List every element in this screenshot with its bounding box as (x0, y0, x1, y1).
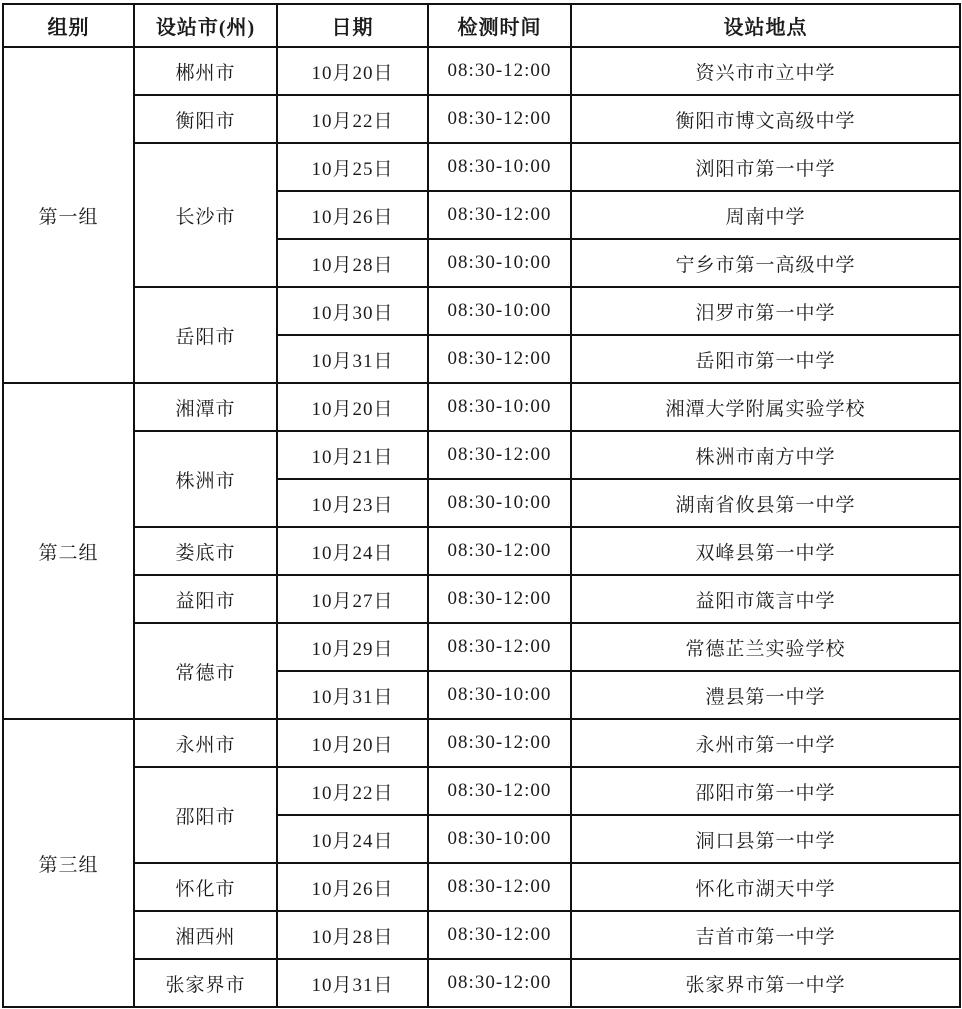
table-row (3, 95, 960, 143)
cell-time: 08:30-12:00 (428, 527, 571, 575)
table-row (3, 863, 960, 911)
cell-time: 08:30-10:00 (428, 143, 571, 191)
cell-location: 湖南省攸县第一中学 (571, 479, 960, 527)
cell-city: 怀化市 (134, 863, 277, 911)
table-row (3, 767, 960, 815)
cell-time: 08:30-12:00 (428, 959, 571, 1007)
cell-location: 益阳市箴言中学 (571, 575, 960, 623)
cell-city: 湘潭市 (134, 383, 277, 431)
table-row (3, 143, 960, 191)
cell-city: 株洲市 (134, 431, 277, 527)
table-row (3, 47, 960, 95)
cell-location: 永州市第一中学 (571, 719, 960, 767)
cell-time: 08:30-12:00 (428, 191, 571, 239)
cell-time: 08:30-10:00 (428, 383, 571, 431)
cell-location: 常德芷兰实验学校 (571, 623, 960, 671)
cell-location: 怀化市湖天中学 (571, 863, 960, 911)
table-row (3, 911, 960, 959)
cell-date: 10月22日 (277, 95, 428, 143)
cell-location: 浏阳市第一中学 (571, 143, 960, 191)
cell-city: 岳阳市 (134, 287, 277, 383)
cell-time: 08:30-12:00 (428, 575, 571, 623)
cell-location: 澧县第一中学 (571, 671, 960, 719)
cell-date: 10月31日 (277, 671, 428, 719)
column-header-time: 检测时间 (428, 4, 571, 47)
cell-location: 株洲市南方中学 (571, 431, 960, 479)
table-row (3, 527, 960, 575)
cell-time: 08:30-12:00 (428, 95, 571, 143)
cell-group: 第二组 (3, 383, 134, 719)
cell-location: 周南中学 (571, 191, 960, 239)
cell-date: 10月26日 (277, 191, 428, 239)
cell-time: 08:30-12:00 (428, 719, 571, 767)
cell-location: 衡阳市博文高级中学 (571, 95, 960, 143)
cell-city: 湘西州 (134, 911, 277, 959)
cell-date: 10月20日 (277, 719, 428, 767)
cell-city: 邵阳市 (134, 767, 277, 863)
table-row (3, 959, 960, 1007)
cell-city: 郴州市 (134, 47, 277, 95)
cell-location: 资兴市市立中学 (571, 47, 960, 95)
table-row (3, 719, 960, 767)
table-row (3, 287, 960, 335)
cell-time: 08:30-12:00 (428, 767, 571, 815)
cell-location: 吉首市第一中学 (571, 911, 960, 959)
cell-date: 10月29日 (277, 623, 428, 671)
header-row (3, 4, 960, 47)
cell-time: 08:30-12:00 (428, 863, 571, 911)
cell-city: 益阳市 (134, 575, 277, 623)
cell-time: 08:30-10:00 (428, 671, 571, 719)
cell-city: 永州市 (134, 719, 277, 767)
cell-date: 10月28日 (277, 911, 428, 959)
column-header-date: 日期 (277, 4, 428, 47)
cell-time: 08:30-12:00 (428, 47, 571, 95)
table-row (3, 431, 960, 479)
cell-date: 10月20日 (277, 47, 428, 95)
cell-time: 08:30-10:00 (428, 815, 571, 863)
cell-date: 10月28日 (277, 239, 428, 287)
cell-city: 娄底市 (134, 527, 277, 575)
cell-date: 10月25日 (277, 143, 428, 191)
cell-location: 湘潭大学附属实验学校 (571, 383, 960, 431)
column-header-location: 设站地点 (571, 4, 960, 47)
cell-date: 10月24日 (277, 527, 428, 575)
cell-city: 张家界市 (134, 959, 277, 1007)
cell-location: 岳阳市第一中学 (571, 335, 960, 383)
schedule-table (2, 3, 961, 1008)
cell-date: 10月31日 (277, 959, 428, 1007)
cell-city: 衡阳市 (134, 95, 277, 143)
cell-group: 第一组 (3, 47, 134, 383)
cell-date: 10月21日 (277, 431, 428, 479)
table-row (3, 383, 960, 431)
column-header-city: 设站市(州) (134, 4, 277, 47)
cell-location: 邵阳市第一中学 (571, 767, 960, 815)
cell-city: 常德市 (134, 623, 277, 719)
cell-time: 08:30-12:00 (428, 911, 571, 959)
cell-date: 10月23日 (277, 479, 428, 527)
cell-date: 10月24日 (277, 815, 428, 863)
cell-time: 08:30-10:00 (428, 287, 571, 335)
table-row (3, 575, 960, 623)
column-header-group: 组别 (3, 4, 134, 47)
cell-time: 08:30-12:00 (428, 623, 571, 671)
table-row (3, 623, 960, 671)
cell-time: 08:30-12:00 (428, 335, 571, 383)
cell-location: 宁乡市第一高级中学 (571, 239, 960, 287)
cell-time: 08:30-12:00 (428, 431, 571, 479)
cell-date: 10月26日 (277, 863, 428, 911)
cell-date: 10月27日 (277, 575, 428, 623)
cell-time: 08:30-10:00 (428, 239, 571, 287)
cell-location: 张家界市第一中学 (571, 959, 960, 1007)
cell-date: 10月31日 (277, 335, 428, 383)
cell-time: 08:30-10:00 (428, 479, 571, 527)
cell-location: 洞口县第一中学 (571, 815, 960, 863)
cell-group: 第三组 (3, 719, 134, 1007)
cell-location: 双峰县第一中学 (571, 527, 960, 575)
cell-location: 汨罗市第一中学 (571, 287, 960, 335)
cell-date: 10月20日 (277, 383, 428, 431)
cell-date: 10月22日 (277, 767, 428, 815)
cell-city: 长沙市 (134, 143, 277, 287)
cell-date: 10月30日 (277, 287, 428, 335)
